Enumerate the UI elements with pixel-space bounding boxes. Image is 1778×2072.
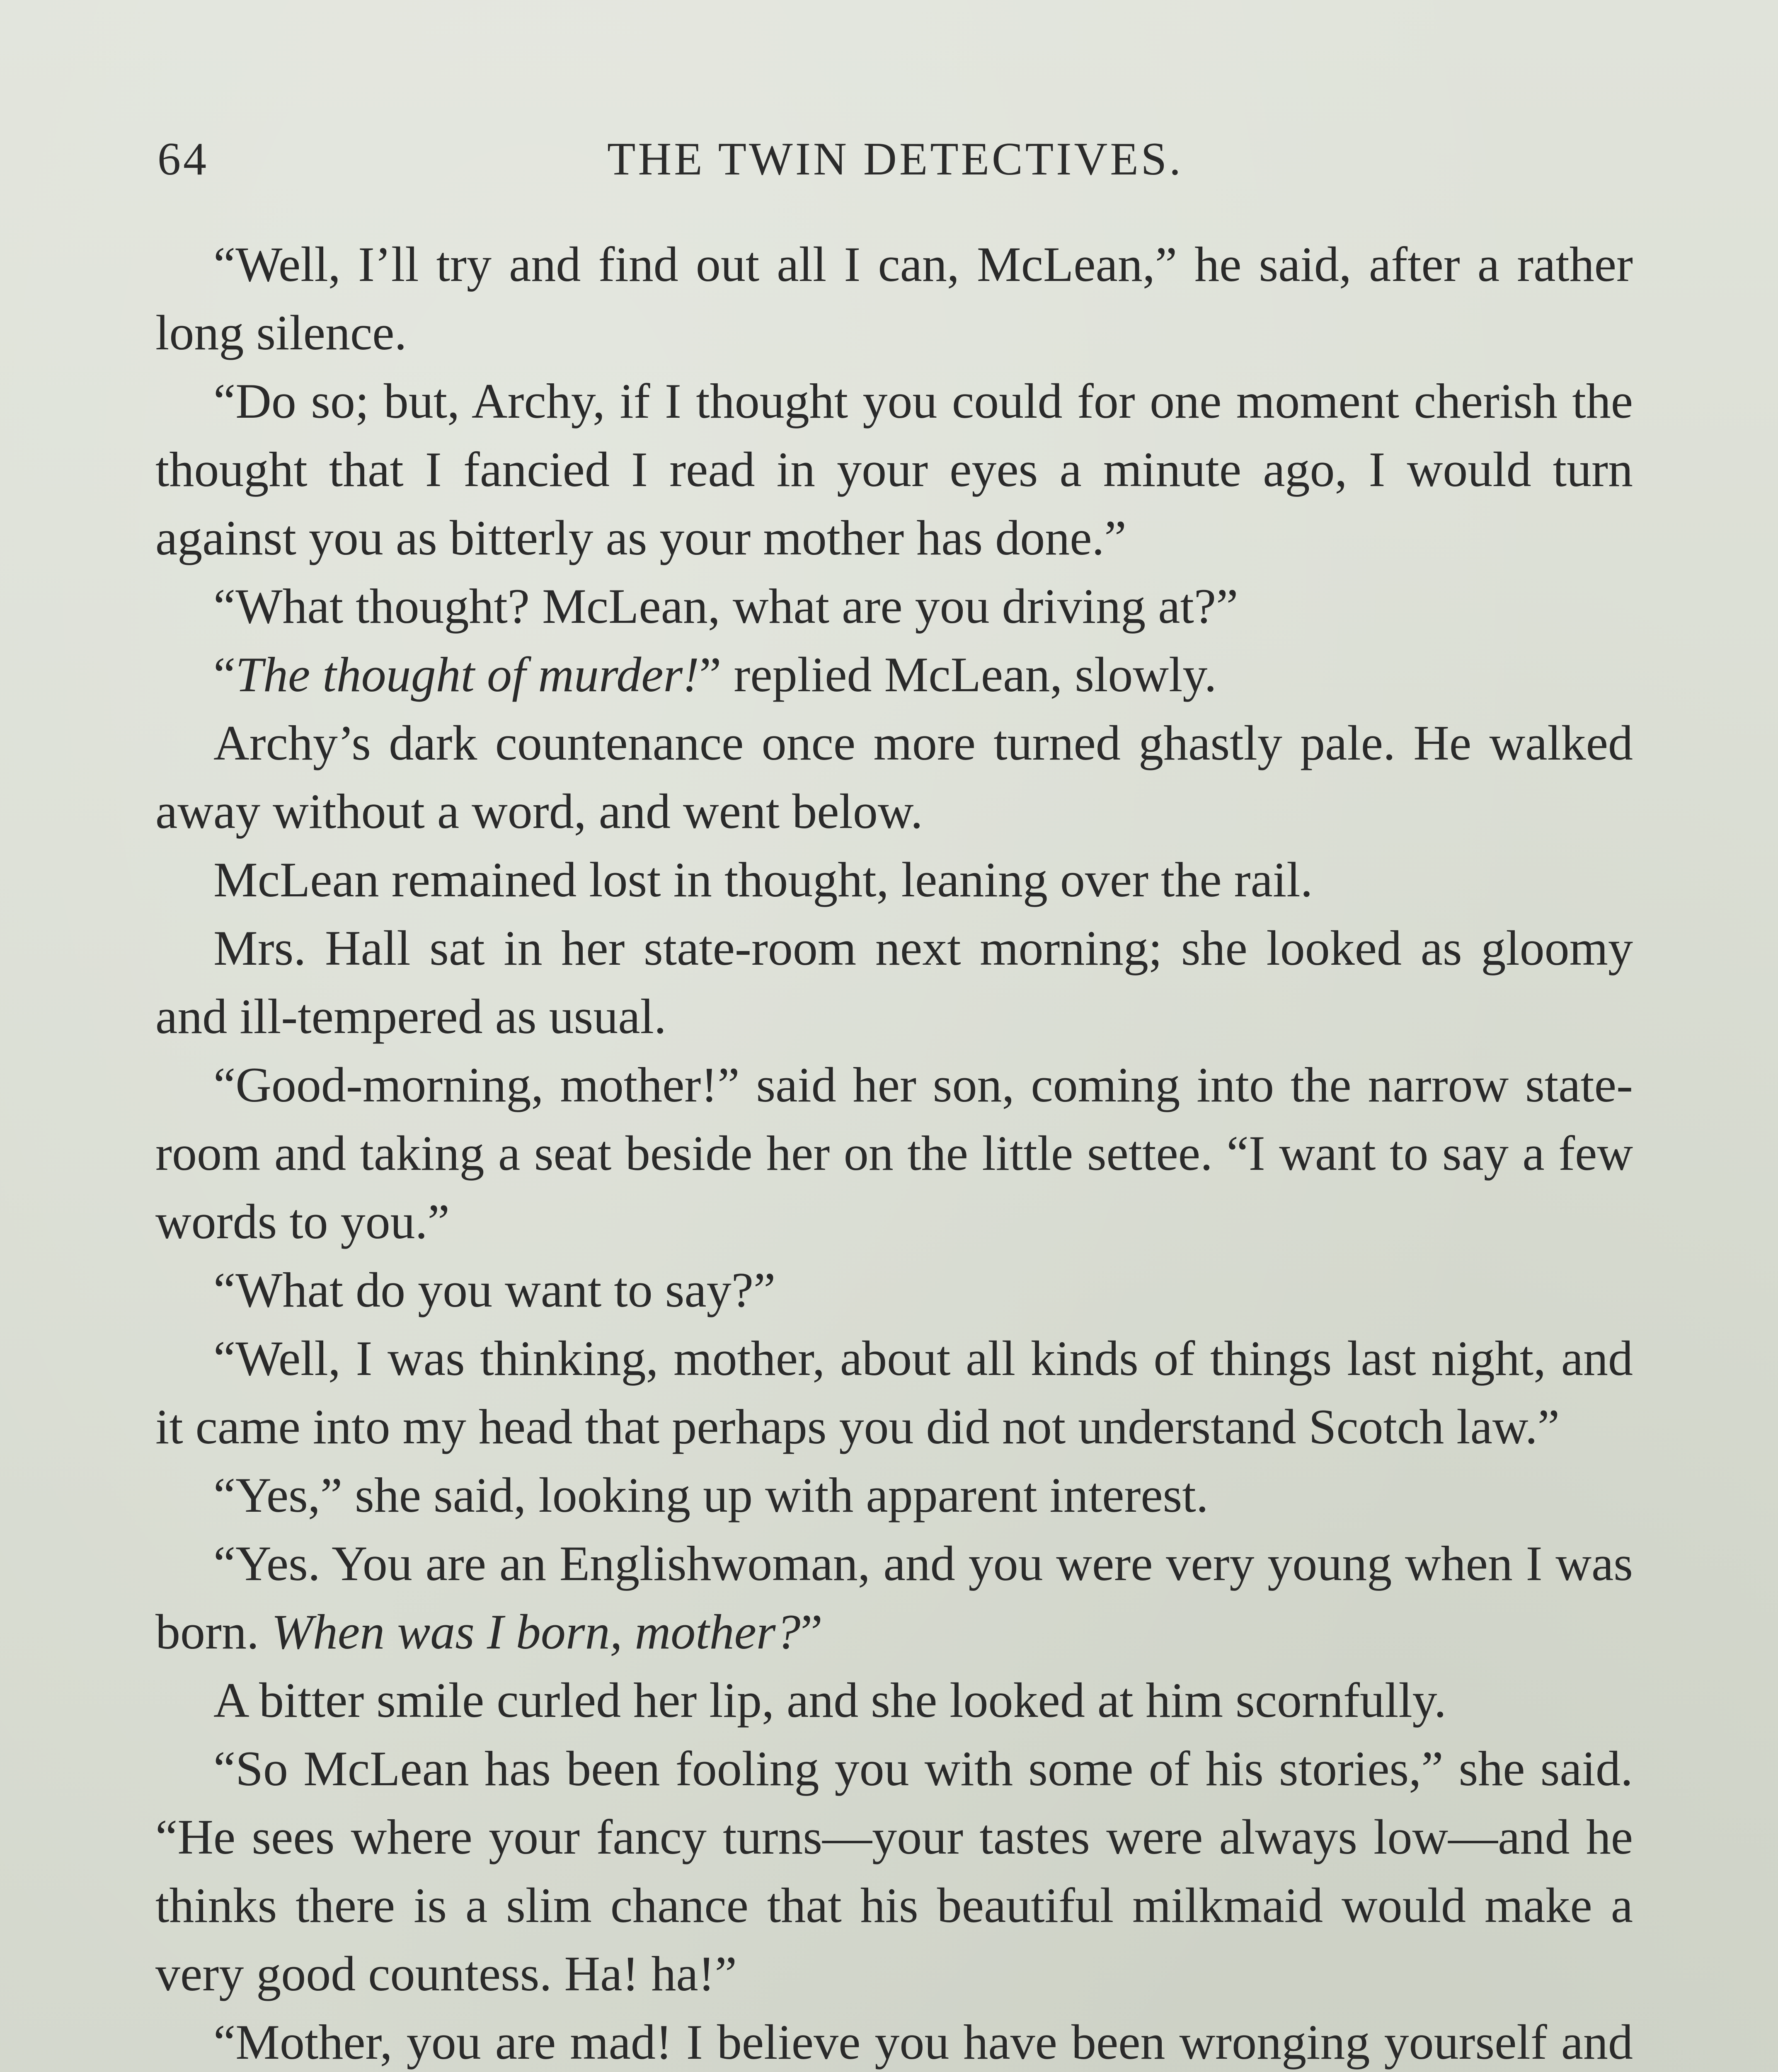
- italic-text-run: The thought of murder!: [235, 647, 700, 702]
- paragraph: “Mother, you are mad! I believe you have been wronging yourself and: [213, 2014, 1633, 2070]
- body-text: [155, 230, 1633, 2072]
- paragraph: “Good-morning, mother!” said her son, coming into the narrow state-room and taking a seat beside her on the little settee. “I want to say a few words to you.”: [155, 1057, 1633, 1249]
- paragraph: “Yes,” she said, looking up with apparent interest.: [213, 1467, 1209, 1523]
- paragraph-italic-question: [155, 1529, 1633, 1666]
- running-title: THE TWIN DETECTIVES.: [607, 133, 1184, 185]
- text-run: “Yes. You are an Englishwoman, and you were very young when I was born.: [155, 1536, 1633, 1659]
- paragraph: “Well, I was thinking, mother, about all kinds of things last night, and it came into my head that perhaps you did not understand Scotch law.”: [155, 1331, 1633, 1454]
- paragraph: “What thought? McLean, what are you driving at?”: [213, 579, 1238, 634]
- paragraph: “Do so; but, Archy, if I thought you could for one moment cherish the thought that I fancied I read in your eyes a minute ago, I would turn against you as bitterly as your mother has done.”: [155, 373, 1633, 565]
- italic-text-run: When was I born, mother?: [271, 1604, 801, 1659]
- text-run: ”: [800, 1604, 823, 1659]
- paragraph-italic-quote: [155, 640, 1633, 709]
- paragraph: A bitter smile curled her lip, and she looked at him scornfully.: [213, 1673, 1446, 1728]
- paragraph: “So McLean has been fooling you with some of his stories,” she said. “He sees where your fancy turns—your tastes were always low—and he thinks there is a slim chance that his beautiful milkmaid would make a very good countess. Ha! ha!”: [155, 1741, 1633, 2001]
- page-number: 64: [157, 133, 209, 185]
- paragraph: “Well, I’ll try and find out all I can, McLean,” he said, after a rather long silence.: [155, 237, 1633, 360]
- paragraph: McLean remained lost in thought, leaning over the rail.: [213, 852, 1313, 907]
- text-run: “: [213, 647, 236, 702]
- paragraph: Archy’s dark countenance once more turned ghastly pale. He walked away without a word, and went below.: [155, 715, 1633, 839]
- running-head: [157, 133, 1633, 199]
- text-run: ” replied McLean, slowly.: [699, 647, 1217, 702]
- paragraph: Mrs. Hall sat in her state-room next morning; she looked as gloomy and ill-tempered as usual.: [155, 920, 1633, 1044]
- paragraph: “What do you want to say?”: [213, 1262, 776, 1317]
